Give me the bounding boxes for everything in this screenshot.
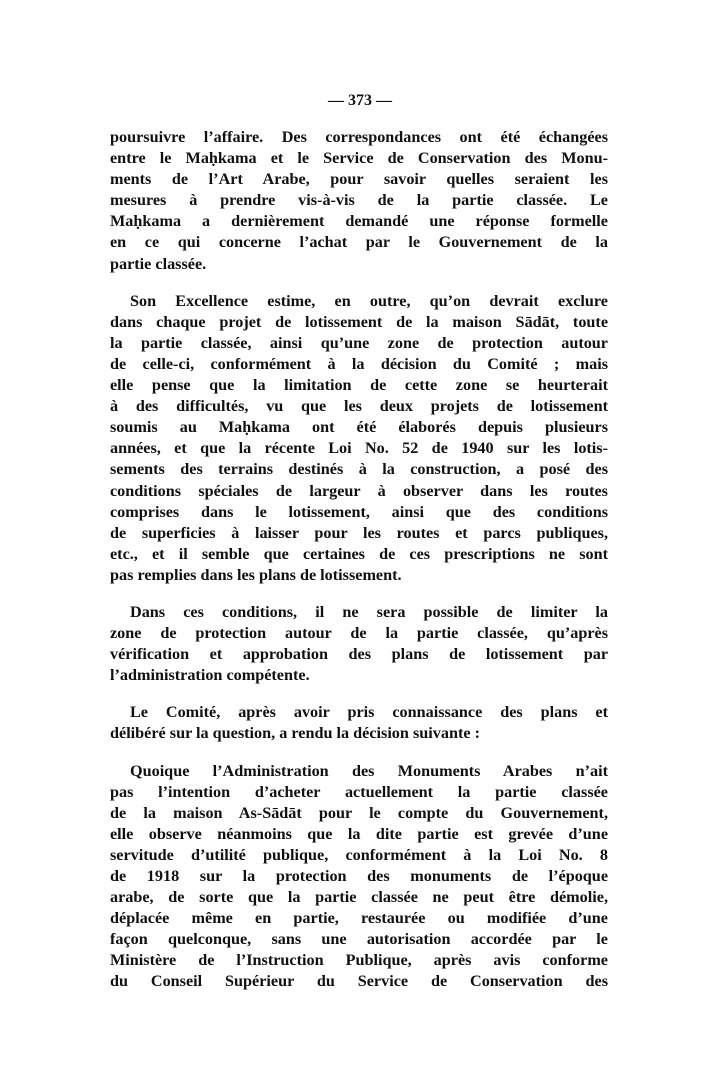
text-line: entre le Maḥkama et le Service de Conservation des Monu- [110,149,608,168]
text-line: déplacée même en partie, restaurée ou modifiée d’une [110,909,608,928]
paragraph [110,702,608,744]
text-line: ments de l’Art Arabe, pour savoir quelles seraient les [110,170,608,189]
text-line: servitude d’utilité publique, conformément à la Loi No. 8 [110,845,608,864]
text-line: soumis au Maḥkama ont été élaborés depuis plusieurs [110,418,608,437]
text-line: vérification et approbation des plans de lotissement par [110,645,608,664]
text-line: Ministère de l’Instruction Publique, après avis conforme [110,951,608,970]
paragraph [110,602,608,686]
text-line: de superficies à laisser pour les routes et parcs publiques, [110,523,608,542]
text-line: de celle-ci, conformément à la décision du Comité ; mais [110,354,608,373]
text-line: arabe, de sorte que la partie classée ne peut être démolie, [110,888,608,907]
text-line: pas remplies dans les plans de lotissement. [110,565,402,584]
text-line: façon quelconque, sans une autorisation accordée par le [110,930,608,949]
text-line: Dans ces conditions, il ne sera possible de limiter la [130,602,608,621]
text-line: pas l’intention d’acheter actuellement la partie classée [110,782,608,801]
text-line: de la maison As-Sādāt pour le compte du Gouvernement, [110,803,608,822]
text-line: en ce qui concerne l’achat par le Gouvernement de la [110,233,608,252]
text-line: de 1918 sur la protection des monuments de l’époque [110,867,608,885]
text-line: elle observe néanmoins que la dite partie est grevée d’une [110,824,608,843]
text-line: Le Comité, après avoir pris connaissance des plans et [130,703,608,722]
text-line: comprises dans le lotissement, ainsi que des conditions [110,502,608,521]
text-line: Son Excellence estime, en outre, qu’on devrait exclure [130,291,608,310]
text-line: dans chaque projet de lotissement de la maison Sādāt, toute [110,312,608,331]
paragraph [110,127,608,275]
text-line: mesures à prendre vis-à-vis de la partie classée. Le [110,191,608,210]
body-text [110,127,608,993]
text-line: partie classée. [110,254,207,273]
text-line: Quoique l’Administration des Monuments Arabes n’ait [130,761,608,780]
text-line: à des difficultés, vu que les deux projets de lotissement [110,397,608,416]
text-line: l’administration compétente. [110,666,310,685]
text-line: Maḥkama a dernièrement demandé une réponse formelle [110,212,608,231]
text-line: etc., et il semble que certaines de ces prescriptions ne sont [110,544,608,563]
text-line: zone de protection autour de la partie classée, qu’après [110,624,608,643]
text-line: poursuivre l’affaire. Des correspondances ont été échangées [110,128,608,146]
paragraph [110,761,608,993]
text-line: elle pense que la limitation de cette zone se heurterait [110,376,608,395]
text-line: du Conseil Supérieur du Service de Conservation des [110,972,608,991]
text-line: conditions spéciales de largeur à observer dans les routes [110,481,608,500]
paragraph [110,291,608,586]
text-line: années, et que la récente Loi No. 52 de 1940 sur les lotis- [110,439,608,458]
text-line: sements des terrains destinés à la construction, a posé des [110,460,608,479]
text-line: la partie classée, ainsi qu’une zone de protection autour [110,333,608,352]
text-line: délibéré sur la question, a rendu la décision suivante : [110,724,480,743]
page-number: — 373 — [328,92,392,109]
